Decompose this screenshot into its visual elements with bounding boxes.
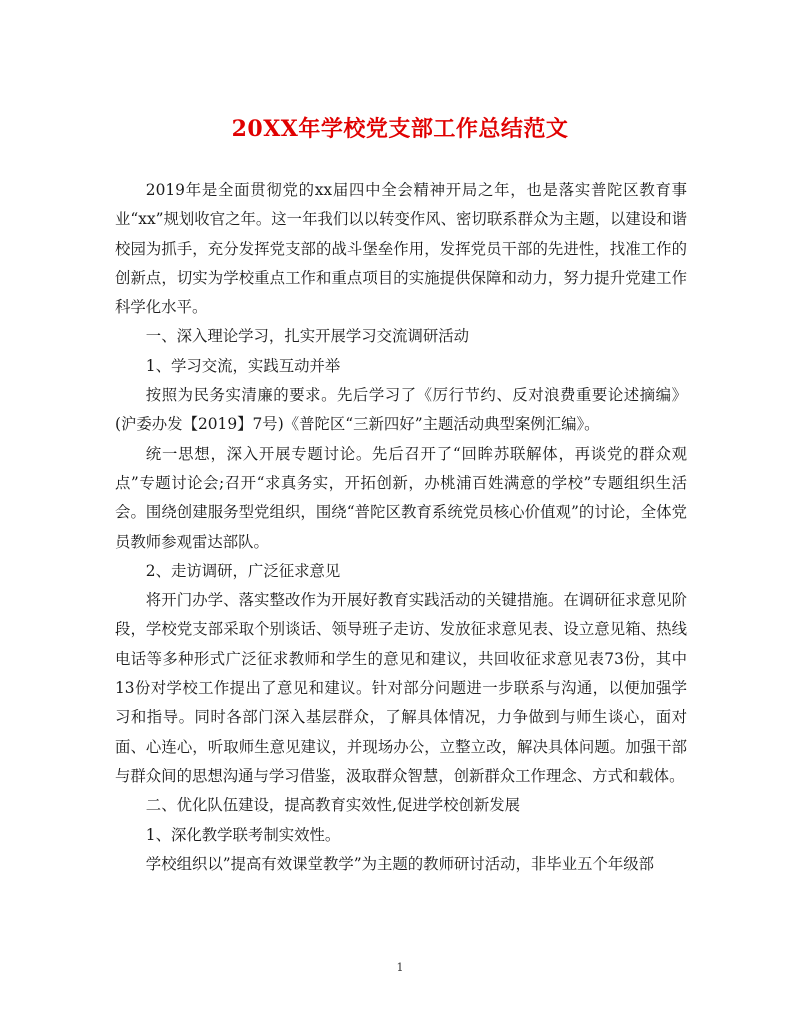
document-body	[115, 176, 687, 879]
document-title: 20XX年学校党支部工作总结范文	[231, 116, 569, 142]
paragraph-discussion: 统一思想，深入开展专题讨论。先后召开了“回眸苏联解体，再谈党的群众观点”专题讨论会;召开“求真务实，开拓创新，办桃浦百姓满意的学校”专题组织生活会。围绕创建服务型党组织，围绕“普陀区教育系统党员核心价值观”的讨论，全体党员教师参观雷达部队。	[115, 444, 687, 551]
paragraph-intro: 2019年是全面贯彻党的xx届四中全会精神开局之年，也是落实普陀区教育事业“xx”规划收官之年。这一年我们以以转变作风、密切联系群众为主题，以建设和谐校园为抓手，充分发挥党支部的战斗堡垒作用，发挥党员干部的先进性，找准工作的创新点，切实为学校重点工作和重点项目的实施提供保障和动力，努力提升党建工作科学化水平。	[115, 181, 687, 317]
heading-subsection-2-1: 1、深化教学联考制实效性。	[145, 825, 341, 844]
paragraph-survey: 将开门办学、落实整改作为开展好教育实践活动的关键措施。在调研征求意见阶段，学校党支部采取个别谈话、领导班子走访、发放征求意见表、设立意见箱、热线电话等多种形式广泛征求教师和学生的意见和建议，共回收征求意见表73份，其中13份对学校工作提出了意见和建议。针对部分问题进一步联系与沟通，以便加强学习和指导。同时各部门深入基层群众，了解具体情况，力争做到与师生谈心，面对面、心连心，听取师生意见建议，并现场办公，立整立改，解决具体问题。加强干部与群众间的思想沟通与学习借鉴，汲取群众智慧，创新群众工作理念、方式和载体。	[115, 591, 687, 785]
page-number: 1	[396, 961, 404, 974]
paragraph-study: 按照为民务实清廉的要求。先后学习了《厉行节约、反对浪费重要论述摘编》(沪委办发【2019】7号)《普陀区“三新四好”主题活动典型案例汇编》。	[115, 386, 687, 434]
heading-subsection-1-2: 2、走访调研，广泛征求意见	[145, 561, 341, 580]
heading-section-1: 一、深入理论学习，扎实开展学习交流调研活动	[145, 327, 470, 346]
heading-subsection-1-1: 1、学习交流，实践互动并举	[145, 356, 341, 375]
paragraph-teaching: 学校组织以”提高有效课堂教学”为主题的教师研讨活动，非毕业五个年级部	[145, 854, 655, 873]
heading-section-2: 二、优化队伍建设，提高教育实效性,促进学校创新发展	[145, 796, 521, 815]
